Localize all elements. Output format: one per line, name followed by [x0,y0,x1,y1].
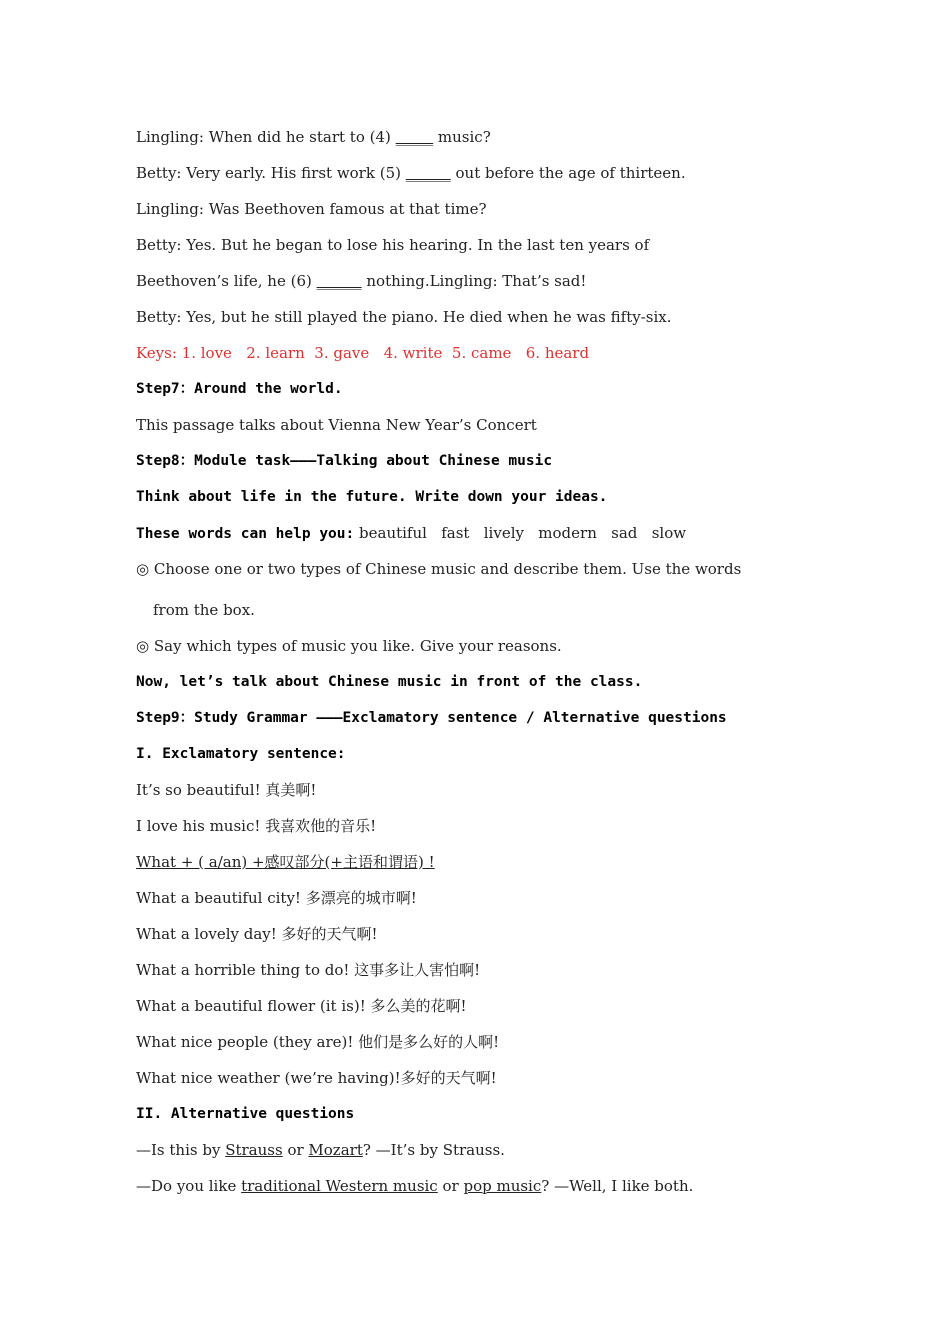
dialogue-line-2 [136,162,836,198]
bullet-2: ◎ Say which types of music you like. Give your reasons. [136,637,562,655]
example-4: What a lovely day! 多好的天气啊! [136,925,378,943]
section-2-title: II. Alternative questions [136,1106,355,1122]
step8-help [136,522,836,558]
example-5: What a horrible thing to do! 这事多让人害怕啊! [136,961,481,979]
answer-keys: Keys: 1. love 2. learn 3. gave 4. write 5. came 6. heard [136,344,590,362]
step8-title: Step8：Module task———Talking about Chinese music [136,453,553,469]
blank-6: ______ [316,272,362,290]
text: music? [433,128,491,146]
text: Betty: Very early. His first work (5) [136,164,406,182]
section-1-title: I. Exclamatory sentence: [136,746,346,762]
example-1: It’s so beautiful! 真美啊! [136,781,317,799]
dialogue-line-6: Betty: Yes, but he still played the piano. He died when he was fifty-six. [136,308,672,326]
blank-4: _____ [395,128,434,146]
example-2: I love his music! 我喜欢他的音乐! [136,817,377,835]
step7-text: This passage talks about Vienna New Year’s Concert [136,416,537,434]
underlined-option: Strauss [225,1141,283,1159]
step7-title: Step7：Around the world. [136,381,343,397]
help-label: These words can help you: [136,526,355,542]
text: out before the age of thirteen. [450,164,686,182]
grammar-rule: What + ( a/an) +感叹部分(+主语和谓语) ! [136,853,435,871]
document-page [136,126,836,1211]
step8-now: Now, let’s talk about Chinese music in front of the class. [136,674,643,690]
underlined-option: traditional Western music [241,1177,438,1195]
example-7: What nice people (they are)! 他们是多么好的人啊! [136,1033,500,1051]
example-6: What a beautiful flower (it is)! 多么美的花啊! [136,997,467,1015]
step8-think: Think about life in the future. Write down your ideas. [136,489,608,505]
underlined-option: pop music [463,1177,542,1195]
text: Lingling: When did he start to (4) [136,128,396,146]
text: ? —It’s by Strauss. [362,1141,505,1159]
underlined-option: Mozart [308,1141,363,1159]
example-3: What a beautiful city! 多漂亮的城市啊! [136,889,417,907]
text: ? —Well, I like both. [541,1177,694,1195]
blank-5: ______ [405,164,451,182]
text: nothing.Lingling: That’s sad! [361,272,587,290]
text: —Is this by [136,1141,226,1159]
question-1 [136,1139,836,1175]
text: or [282,1141,309,1159]
dialogue-line-4: Betty: Yes. But he began to lose his hearing. In the last ten years of [136,236,650,254]
example-8: What nice weather (we’re having)!多好的天气啊! [136,1069,497,1087]
step9-title: Step9：Study Grammar ———Exclamatory sentence / Alternative questions [136,710,727,726]
text: —Do you like [136,1177,242,1195]
text: or [437,1177,464,1195]
dialogue-line-3: Lingling: Was Beethoven famous at that time? [136,200,487,218]
dialogue-line-1 [136,126,836,162]
dialogue-line-5 [136,270,836,306]
question-2 [136,1175,836,1211]
bullet-1-cont: from the box. [153,601,255,619]
help-words: beautiful fast lively modern sad slow [354,524,687,542]
bullet-1: ◎ Choose one or two types of Chinese music and describe them. Use the words [136,560,742,578]
text: Beethoven’s life, he (6) [136,272,317,290]
